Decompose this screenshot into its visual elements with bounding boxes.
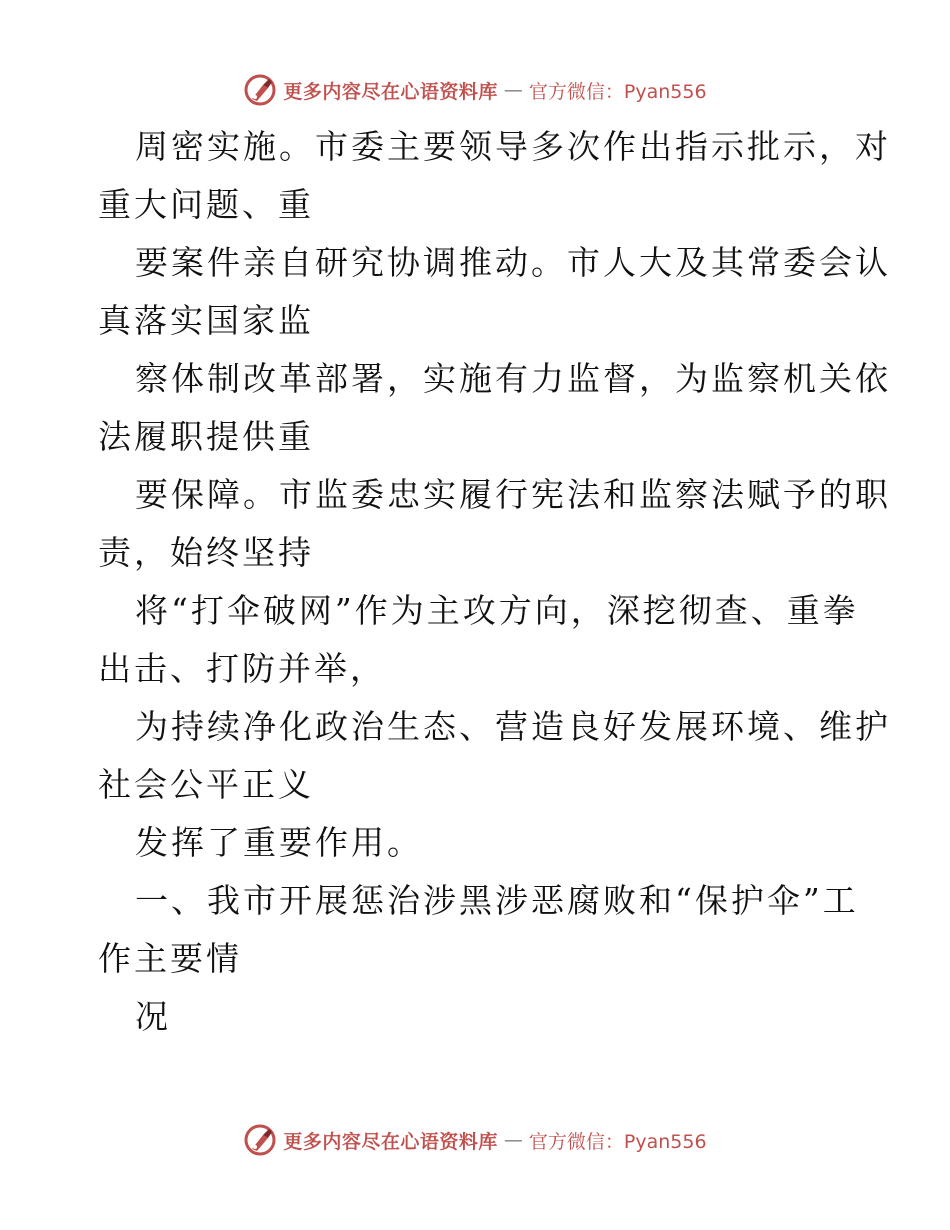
text-line: 要保障。市监委忠实履行宪法和监察法赋予的职 — [135, 475, 891, 514]
banner-separator: — — [503, 1129, 523, 1151]
text-line: 周密实施。市委主要领导多次作出指示批示，对 — [135, 127, 891, 166]
banner-separator: — — [503, 79, 523, 101]
text-line: 况 — [135, 997, 171, 1036]
text-line: 真落实国家监 — [98, 301, 314, 340]
text-line: 一、我市开展惩治涉黑涉恶腐败和“保护伞”工 — [135, 881, 859, 920]
banner-wechat: 官方微信：Pyan556 — [528, 80, 707, 103]
text-line: 社会公平正义 — [98, 765, 314, 804]
pen-logo-icon — [243, 73, 277, 107]
text-line: 重大问题、重 — [98, 185, 314, 224]
text-line: 要案件亲自研究协调推动。市人大及其常委会认 — [135, 243, 891, 282]
pen-logo-icon — [243, 1123, 277, 1157]
banner-wechat: 官方微信：Pyan556 — [528, 1130, 707, 1153]
text-line: 法履职提供重 — [98, 417, 314, 456]
banner-title: 更多内容尽在心语资料库 — [283, 1130, 498, 1153]
text-line: 责，始终坚持 — [98, 533, 314, 572]
text-line: 为持续净化政治生态、营造良好发展环境、维护 — [135, 707, 891, 746]
document-body — [98, 118, 891, 1046]
banner-title: 更多内容尽在心语资料库 — [283, 80, 498, 103]
footer-watermark-banner — [0, 1120, 950, 1160]
text-line: 作主要情 — [98, 939, 242, 978]
text-line: 出击、打防并举， — [98, 649, 386, 688]
text-line: 将“打伞破网”作为主攻方向，深挖彻查、重拳 — [135, 591, 859, 630]
header-watermark-banner — [0, 70, 950, 110]
text-line: 发挥了重要作用。 — [135, 823, 423, 862]
text-line: 察体制改革部署，实施有力监督，为监察机关依 — [135, 359, 891, 398]
